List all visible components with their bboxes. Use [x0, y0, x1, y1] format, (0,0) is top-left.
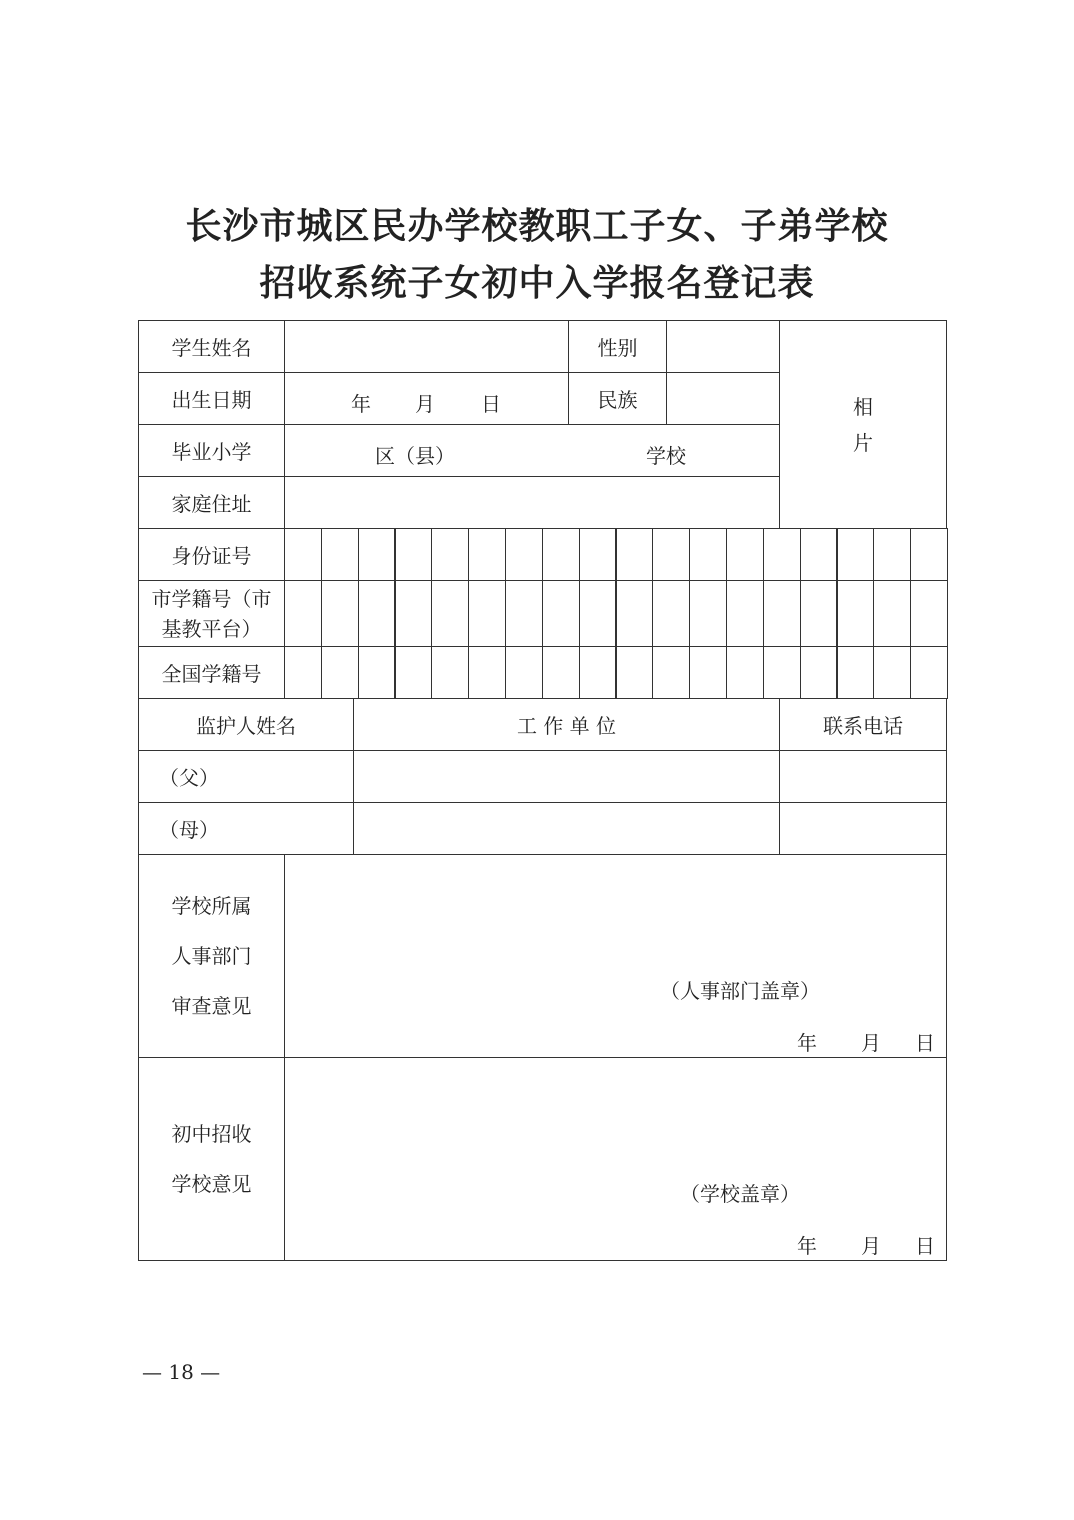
city-record-digit-box[interactable] — [910, 580, 948, 647]
city-record-digit-box[interactable] — [800, 580, 838, 647]
city-record-digit-box[interactable] — [616, 580, 654, 647]
birth-year-label: 年 — [351, 392, 371, 416]
id-number-digit-box[interactable] — [505, 528, 543, 581]
id-number-digit-box[interactable] — [431, 528, 469, 581]
id-number-digit-box[interactable] — [837, 528, 875, 581]
student-name-field[interactable] — [284, 320, 569, 373]
student-name-label: 学生姓名 — [138, 320, 285, 373]
national-record-digit-box[interactable] — [652, 646, 690, 699]
id-number-digit-box[interactable] — [726, 528, 764, 581]
national-record-digit-box[interactable] — [837, 646, 875, 699]
hr-month-label: 月 — [861, 1031, 881, 1055]
city-record-label-2: 基教平台） — [161, 616, 262, 641]
father-phone-field[interactable] — [779, 750, 947, 803]
national-record-digit-box[interactable] — [468, 646, 506, 699]
photo-label-2: 片 — [853, 430, 873, 455]
id-number-digit-box[interactable] — [910, 528, 948, 581]
page-number: — 18 — — [142, 1360, 221, 1384]
birth-month-label: 月 — [415, 392, 435, 416]
hr-review-label-2: 人事部门 — [171, 944, 252, 968]
national-record-digit-box[interactable] — [431, 646, 469, 699]
national-record-digit-box[interactable] — [910, 646, 948, 699]
hr-review-field[interactable] — [284, 854, 947, 1058]
city-record-digit-box[interactable] — [542, 580, 580, 647]
hr-review-label — [138, 854, 285, 1058]
school-stamp-note: （学校盖章） — [680, 1182, 800, 1206]
id-number-digit-box[interactable] — [579, 528, 617, 581]
form-title-line1: 长沙市城区民办学校教职工子女、子弟学校 — [185, 205, 889, 247]
father-label: （父） — [159, 766, 219, 790]
father-name-field[interactable] — [138, 750, 354, 803]
photo-label-1: 相 — [853, 394, 873, 419]
national-record-digit-box[interactable] — [358, 646, 396, 699]
id-number-digit-box[interactable] — [652, 528, 690, 581]
gender-field[interactable] — [666, 320, 780, 373]
city-record-digit-box[interactable] — [321, 580, 359, 647]
national-record-digit-box[interactable] — [542, 646, 580, 699]
hr-year-label: 年 — [797, 1031, 817, 1055]
id-number-digit-box[interactable] — [873, 528, 911, 581]
city-record-digit-box[interactable] — [689, 580, 727, 647]
father-work-unit-field[interactable] — [353, 750, 780, 803]
id-number-digit-box[interactable] — [542, 528, 580, 581]
id-number-digit-box[interactable] — [358, 528, 396, 581]
id-number-digit-box[interactable] — [763, 528, 801, 581]
city-record-digit-box[interactable] — [579, 580, 617, 647]
national-record-digit-box[interactable] — [579, 646, 617, 699]
birth-date-label: 出生日期 — [138, 372, 285, 425]
school-opinion-label — [138, 1057, 285, 1261]
photo-box[interactable] — [779, 320, 947, 529]
national-record-digit-box[interactable] — [395, 646, 433, 699]
national-record-digit-box[interactable] — [616, 646, 654, 699]
school-year-label: 年 — [797, 1234, 817, 1258]
city-record-digit-box[interactable] — [284, 580, 322, 647]
school-month-label: 月 — [861, 1234, 881, 1258]
id-number-digit-box[interactable] — [800, 528, 838, 581]
home-address-label: 家庭住址 — [138, 476, 285, 529]
id-number-digit-box[interactable] — [395, 528, 433, 581]
city-record-digit-box[interactable] — [873, 580, 911, 647]
national-record-label: 全国学籍号 — [138, 646, 285, 699]
school-label: 学校 — [646, 444, 686, 468]
form-title-line2: 招收系统子女初中入学报名登记表 — [259, 262, 815, 304]
gender-label: 性别 — [568, 320, 667, 373]
id-number-label: 身份证号 — [138, 528, 285, 581]
national-record-digit-box[interactable] — [284, 646, 322, 699]
ethnic-label: 民族 — [568, 372, 667, 425]
id-number-digit-box[interactable] — [689, 528, 727, 581]
city-record-digit-box[interactable] — [358, 580, 396, 647]
work-unit-header: 工 作 单 位 — [353, 698, 780, 751]
primary-school-field[interactable] — [284, 424, 780, 477]
national-record-digit-box[interactable] — [800, 646, 838, 699]
mother-label: （母） — [159, 818, 219, 842]
school-opinion-field[interactable] — [284, 1057, 947, 1261]
city-record-label — [138, 580, 285, 647]
city-record-digit-box[interactable] — [468, 580, 506, 647]
city-record-digit-box[interactable] — [505, 580, 543, 647]
ethnic-field[interactable] — [666, 372, 780, 425]
national-record-digit-box[interactable] — [321, 646, 359, 699]
school-opinion-label-2: 学校意见 — [171, 1172, 252, 1196]
city-record-digit-box[interactable] — [837, 580, 875, 647]
city-record-digit-box[interactable] — [726, 580, 764, 647]
mother-name-field[interactable] — [138, 802, 354, 855]
primary-school-label: 毕业小学 — [138, 424, 285, 477]
guardian-name-header: 监护人姓名 — [138, 698, 354, 751]
phone-header: 联系电话 — [779, 698, 947, 751]
school-opinion-label-1: 初中招收 — [171, 1122, 252, 1146]
id-number-digit-box[interactable] — [468, 528, 506, 581]
city-record-label-1: 市学籍号（市 — [151, 586, 272, 611]
hr-review-label-1: 学校所属 — [171, 894, 252, 918]
birth-day-label: 日 — [481, 392, 501, 416]
city-record-digit-box[interactable] — [652, 580, 690, 647]
city-record-digit-box[interactable] — [431, 580, 469, 647]
hr-day-label: 日 — [915, 1031, 935, 1055]
home-address-field[interactable] — [284, 476, 780, 529]
school-day-label: 日 — [915, 1234, 935, 1258]
mother-work-unit-field[interactable] — [353, 802, 780, 855]
id-number-digit-box[interactable] — [284, 528, 322, 581]
mother-phone-field[interactable] — [779, 802, 947, 855]
city-record-digit-box[interactable] — [395, 580, 433, 647]
hr-stamp-note: （人事部门盖章） — [660, 979, 820, 1003]
id-number-digit-box[interactable] — [616, 528, 654, 581]
city-record-digit-box[interactable] — [763, 580, 801, 647]
national-record-digit-box[interactable] — [873, 646, 911, 699]
national-record-digit-box[interactable] — [763, 646, 801, 699]
national-record-digit-box[interactable] — [726, 646, 764, 699]
district-label: 区（县） — [375, 444, 455, 468]
id-number-digit-box[interactable] — [321, 528, 359, 581]
national-record-digit-box[interactable] — [689, 646, 727, 699]
national-record-digit-box[interactable] — [505, 646, 543, 699]
hr-review-label-3: 审查意见 — [171, 994, 252, 1018]
